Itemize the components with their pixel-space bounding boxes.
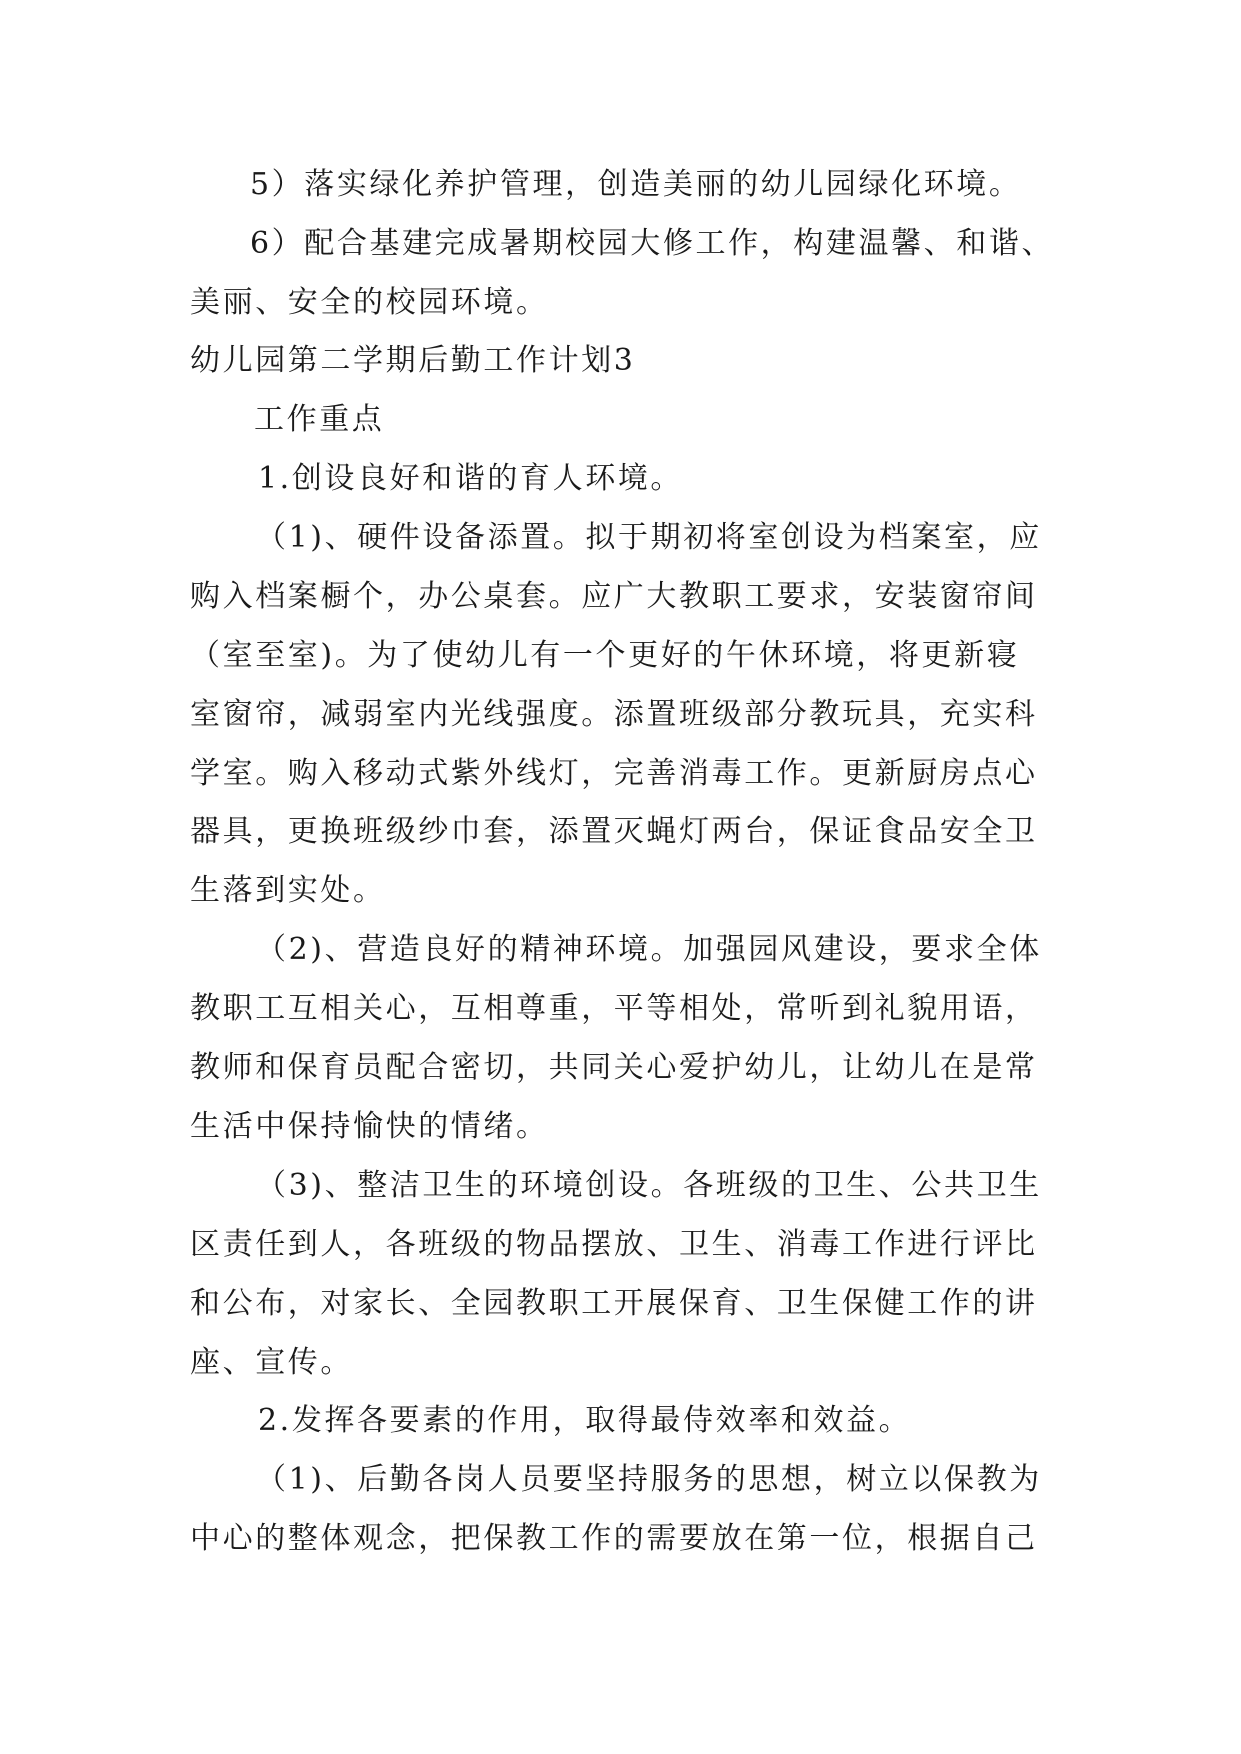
text-line-7: （1)、硬件设备添置。拟于期初将室创设为档案室，应	[256, 520, 1042, 555]
item-heading-1: 1.创设良好和谐的育人环境。	[258, 461, 684, 496]
text-line-8: 购入档案橱个，办公桌套。应广大教职工要求，安装窗帘间	[190, 579, 1038, 614]
text-line-12: 器具，更换班级纱巾套，添置灭蝇灯两台，保证食品安全卫	[190, 814, 1038, 849]
text-line-11: 学室。购入移动式紫外线灯，完善消毒工作。更新厨房点心	[190, 756, 1038, 791]
item-heading-2: 2.发挥各要素的作用，取得最侍效率和效益。	[258, 1403, 912, 1438]
text-line-15: 教职工互相关心，互相尊重，平等相处，常听到礼貌用语，	[190, 991, 1038, 1026]
subheading: 工作重点	[254, 402, 385, 437]
text-line-17: 生活中保持愉快的情绪。	[190, 1109, 549, 1144]
text-line-2: 6）配合基建完成暑期校园大修工作，构建温馨、和谐、	[250, 226, 1055, 261]
text-line-20: 和公布，对家长、全园教职工开展保育、卫生保健工作的讲	[190, 1286, 1038, 1321]
text-line-1: 5）落实绿化养护管理，创造美丽的幼儿园绿化环境。	[250, 167, 1022, 202]
text-line-13: 生落到实处。	[190, 873, 386, 908]
text-line-14: （2)、营造良好的精神环境。加强园风建设，要求全体	[256, 932, 1042, 967]
text-line-19: 区责任到人，各班级的物品摆放、卫生、消毒工作进行评比	[190, 1227, 1038, 1262]
text-line-23: （1)、后勤各岗人员要坚持服务的思想，树立以保教为	[256, 1462, 1042, 1497]
text-line-3: 美丽、安全的校园环境。	[190, 285, 549, 320]
section-heading: 幼儿园第二学期后勤工作计划3	[190, 343, 636, 378]
text-line-21: 座、宣传。	[190, 1345, 353, 1380]
text-line-10: 室窗帘，减弱室内光线强度。添置班级部分教玩具，充实科	[190, 697, 1038, 732]
text-line-18: （3)、整洁卫生的环境创设。各班级的卫生、公共卫生	[256, 1168, 1042, 1203]
text-line-24: 中心的整体观念，把保教工作的需要放在第一位，根据自己	[190, 1521, 1038, 1556]
text-line-16: 教师和保育员配合密切，共同关心爱护幼儿，让幼儿在是常	[190, 1050, 1038, 1085]
text-line-9: （室至室)。为了使幼儿有一个更好的午休环境，将更新寝	[190, 638, 1020, 673]
